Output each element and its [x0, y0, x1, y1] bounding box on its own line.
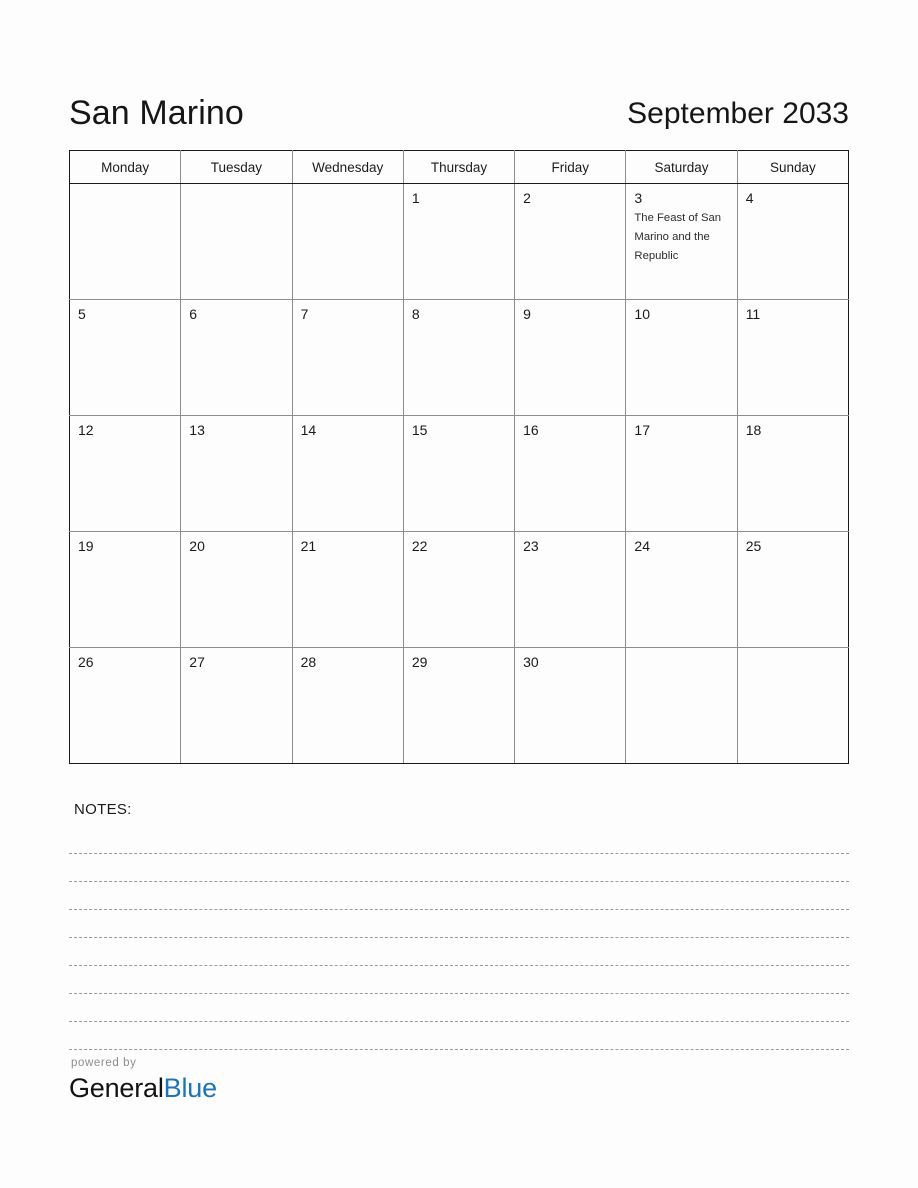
day-cell[interactable]	[292, 416, 403, 532]
footer-branding	[69, 1056, 217, 1104]
day-cell-content	[626, 416, 736, 531]
day-cell[interactable]	[515, 184, 626, 300]
note-line[interactable]	[69, 966, 849, 994]
day-number: 5	[78, 306, 86, 322]
day-number: 16	[523, 422, 539, 438]
day-cell-content	[181, 416, 291, 531]
notes-lines[interactable]	[69, 826, 849, 1050]
day-cell[interactable]	[292, 532, 403, 648]
day-number: 1	[411, 190, 420, 206]
day-cell[interactable]	[737, 416, 848, 532]
weekday-header-tuesday: Tuesday	[181, 151, 292, 184]
day-cell[interactable]	[292, 184, 403, 300]
day-cell[interactable]	[737, 532, 848, 648]
day-number: 25	[745, 538, 762, 554]
day-number: 17	[634, 422, 650, 438]
day-cell[interactable]	[626, 416, 737, 532]
day-cell-content	[515, 416, 625, 531]
day-cell-content	[404, 300, 514, 415]
day-cell-content	[738, 300, 848, 415]
day-cell[interactable]	[292, 300, 403, 416]
note-line[interactable]	[69, 994, 849, 1022]
day-cell-content	[181, 184, 291, 299]
calendar-week-row	[70, 300, 849, 416]
powered-by-label: powered by	[71, 1057, 137, 1069]
day-number: 27	[189, 654, 205, 670]
day-cell[interactable]	[403, 184, 514, 300]
day-cell-content	[293, 416, 403, 531]
day-cell[interactable]	[626, 184, 737, 300]
calendar-header-row	[70, 151, 849, 184]
page-header	[69, 72, 849, 130]
day-cell[interactable]	[626, 300, 737, 416]
day-number: 30	[523, 654, 539, 670]
day-cell-content	[515, 300, 625, 415]
day-cell-content	[404, 184, 514, 299]
day-cell-content	[70, 300, 180, 415]
notes-section	[69, 800, 849, 1050]
day-cell-content	[293, 300, 403, 415]
calendar-week-row	[70, 416, 849, 532]
weekday-header-row	[70, 151, 849, 184]
day-cell-content	[70, 184, 180, 299]
day-cell[interactable]	[515, 300, 626, 416]
day-cell-content	[626, 648, 736, 763]
day-cell[interactable]	[70, 648, 181, 764]
note-line[interactable]	[69, 1022, 849, 1050]
day-number: 4	[745, 190, 754, 206]
day-cell-content	[515, 648, 625, 763]
day-cell-content	[70, 532, 180, 647]
day-number: 12	[78, 422, 94, 438]
day-number: 29	[411, 654, 428, 670]
day-number: 8	[411, 306, 420, 322]
day-cell-content	[738, 532, 848, 647]
day-cell[interactable]	[292, 648, 403, 764]
day-number: 7	[300, 306, 309, 322]
day-cell[interactable]	[403, 300, 514, 416]
day-number: 24	[634, 538, 650, 554]
day-cell-content	[293, 648, 403, 763]
logo-text-general: General	[69, 1073, 164, 1103]
day-cell-content	[515, 532, 625, 647]
day-cell[interactable]	[515, 532, 626, 648]
weekday-header-wednesday: Wednesday	[292, 151, 403, 184]
weekday-header-saturday: Saturday	[626, 151, 737, 184]
calendar-week-row	[70, 532, 849, 648]
note-line[interactable]	[69, 854, 849, 882]
note-line[interactable]	[69, 882, 849, 910]
day-cell[interactable]	[181, 416, 292, 532]
day-cell-content	[404, 648, 514, 763]
calendar-week-row	[70, 184, 849, 300]
day-cell[interactable]	[70, 184, 181, 300]
day-cell-content	[626, 532, 736, 647]
day-number: 18	[745, 422, 762, 438]
day-number: 11	[745, 306, 761, 322]
weekday-header-sunday: Sunday	[737, 151, 848, 184]
day-number: 20	[189, 538, 205, 554]
day-number: 10	[634, 306, 650, 322]
weekday-header-thursday: Thursday	[403, 151, 514, 184]
day-cell-content	[404, 416, 514, 531]
day-number: 13	[189, 422, 205, 438]
weekday-header-friday: Friday	[515, 151, 626, 184]
day-cell-content	[70, 648, 180, 763]
month-year-heading: September 2033	[627, 97, 849, 130]
day-cell[interactable]	[737, 300, 848, 416]
day-cell[interactable]	[515, 648, 626, 764]
page-title: San Marino	[69, 94, 244, 132]
day-cell-content	[293, 184, 403, 299]
day-cell-content	[181, 300, 291, 415]
logo-text-blue: Blue	[163, 1073, 217, 1103]
day-number: 19	[78, 538, 94, 554]
day-cell-content	[404, 532, 514, 647]
day-cell[interactable]	[70, 532, 181, 648]
day-number: 3	[634, 190, 643, 206]
day-number: 2	[523, 190, 531, 206]
day-cell-content	[738, 416, 848, 531]
day-cell-content	[70, 416, 180, 531]
day-cell[interactable]	[737, 184, 848, 300]
day-cell[interactable]	[737, 648, 848, 764]
day-event: The Feast of San Marino and the Republic	[634, 212, 722, 262]
day-number: 26	[78, 654, 94, 670]
day-cell[interactable]	[403, 532, 514, 648]
calendar-body	[70, 184, 849, 764]
day-cell-content	[293, 532, 403, 647]
day-number: 9	[523, 306, 531, 322]
day-cell[interactable]	[70, 300, 181, 416]
day-number: 23	[523, 538, 539, 554]
day-cell[interactable]	[626, 648, 737, 764]
day-number: 22	[411, 538, 428, 554]
day-cell-content	[626, 300, 736, 415]
day-cell-content	[181, 532, 291, 647]
day-cell-content	[181, 648, 291, 763]
note-line[interactable]	[69, 910, 849, 938]
notes-label: NOTES:	[74, 801, 132, 818]
day-cell[interactable]	[181, 532, 292, 648]
day-number: 14	[300, 422, 317, 438]
day-number: 6	[189, 306, 198, 322]
day-cell[interactable]	[70, 416, 181, 532]
day-number: 21	[300, 538, 317, 554]
day-cell[interactable]	[515, 416, 626, 532]
calendar-grid	[69, 150, 849, 764]
day-cell[interactable]	[403, 416, 514, 532]
note-line[interactable]	[69, 938, 849, 966]
day-cell[interactable]	[626, 532, 737, 648]
weekday-header-monday: Monday	[70, 151, 181, 184]
day-cell[interactable]	[181, 648, 292, 764]
day-cell[interactable]	[403, 648, 514, 764]
day-number: 28	[300, 654, 317, 670]
day-cell-content	[515, 184, 625, 299]
day-cell-content	[626, 184, 736, 299]
day-cell-content	[738, 184, 848, 299]
day-cell[interactable]	[181, 300, 292, 416]
note-line[interactable]	[69, 826, 849, 854]
day-cell[interactable]	[181, 184, 292, 300]
generalblue-logo[interactable]	[69, 1072, 217, 1104]
day-number: 15	[411, 422, 428, 438]
calendar-week-row	[70, 648, 849, 764]
day-cell-content	[738, 648, 848, 763]
